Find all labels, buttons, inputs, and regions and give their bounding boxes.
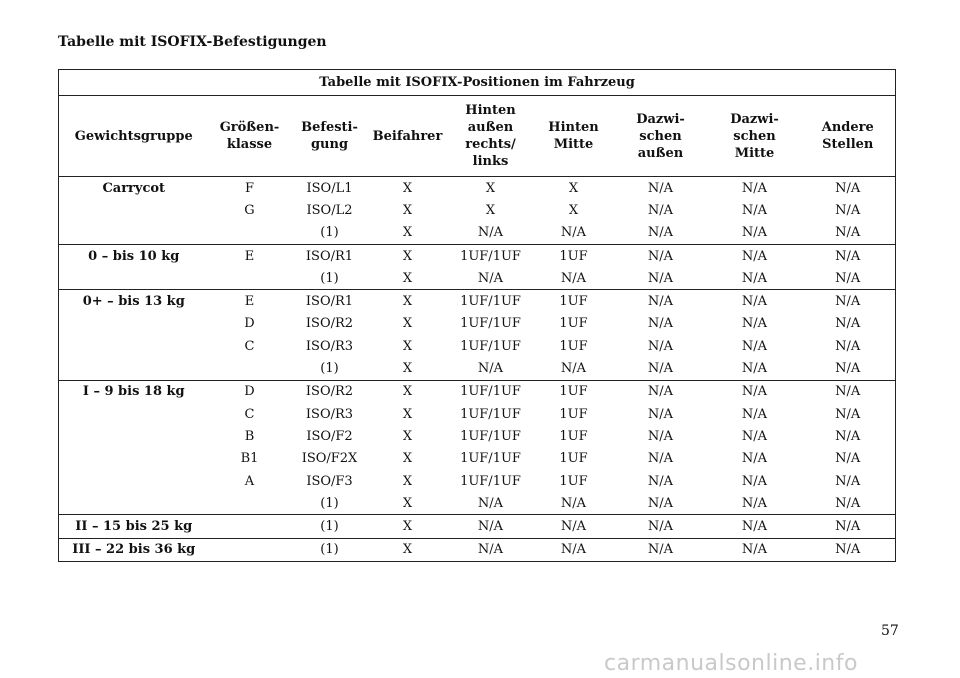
- table-cell: C: [244, 406, 255, 422]
- table-cell: N/A: [709, 290, 801, 313]
- table-cell: N/A: [709, 515, 801, 538]
- table-cell: N/A: [560, 361, 587, 377]
- table-cell: N/A: [741, 428, 768, 444]
- weight-group-cell: [59, 492, 209, 515]
- page-number: 57: [881, 623, 899, 639]
- table-cell: 1UF: [559, 338, 588, 354]
- table-cell: N/A: [801, 222, 896, 245]
- table-cell: N/A: [801, 267, 896, 290]
- table-cell: ISO/L1: [291, 177, 369, 200]
- weight-group-cell: [59, 470, 209, 492]
- table-cell: N/A: [801, 515, 896, 538]
- weight-group-cell: [59, 357, 209, 380]
- table-cell: N/A: [647, 473, 674, 489]
- column-header-row: [59, 96, 896, 177]
- table-cell: N/A: [801, 380, 896, 403]
- table-row: [59, 538, 896, 561]
- table-cell: X: [402, 338, 413, 354]
- table-cell: N/A: [741, 202, 768, 218]
- column-header: Hinten außen rechts/ links: [447, 96, 535, 177]
- table-cell: N/A: [560, 225, 587, 241]
- table-cell: N/A: [741, 451, 768, 467]
- table-cell: E: [209, 290, 291, 313]
- column-header: Gewichtsgruppe: [59, 96, 209, 177]
- table-cell: N/A: [647, 428, 674, 444]
- table-cell: X: [447, 177, 535, 200]
- table-cell: 1UF/1UF: [460, 428, 521, 444]
- table-row: [59, 515, 896, 538]
- column-header: Befesti- gung: [291, 96, 369, 177]
- table-cell: 1UF/1UF: [447, 244, 535, 267]
- table-cell: N/A: [613, 515, 709, 538]
- table-cell: N/A: [801, 357, 896, 380]
- table-title: Tabelle mit ISOFIX-Positionen im Fahrzeug: [59, 70, 896, 96]
- table-row: [59, 403, 896, 425]
- weight-group-cell: 0 – bis 10 kg: [59, 244, 209, 267]
- table-row: [59, 335, 896, 357]
- table-cell: 1UF: [535, 380, 613, 403]
- table-row: [59, 244, 896, 267]
- weight-group-cell: [59, 448, 209, 470]
- column-header: Größen- klasse: [209, 96, 291, 177]
- watermark: carmanualsonline.info: [604, 651, 858, 676]
- column-header: Dazwi- schen außen: [613, 96, 709, 177]
- table-row: [59, 470, 896, 492]
- table-cell: X: [402, 406, 413, 422]
- table-cell: N/A: [647, 406, 674, 422]
- table-cell: ISO/R3: [305, 406, 354, 422]
- table-cell: X: [402, 495, 413, 511]
- table-cell: N/A: [741, 338, 768, 354]
- table-body: [59, 177, 896, 562]
- table-cell: N/A: [647, 495, 674, 511]
- table-cell: ISO/R2: [291, 380, 369, 403]
- table-cell: N/A: [801, 425, 896, 447]
- table-cell: E: [209, 244, 291, 267]
- table-cell: ISO/F2: [306, 428, 353, 444]
- table-cell: 1UF/1UF: [460, 451, 521, 467]
- table-cell: [209, 267, 291, 290]
- table-cell: X: [402, 270, 413, 286]
- isofix-table: [58, 69, 896, 562]
- table-cell: N/A: [709, 380, 801, 403]
- page-heading: Tabelle mit ISOFIX-Befestigungen: [58, 34, 327, 50]
- table-cell: N/A: [535, 515, 613, 538]
- table-cell: B: [244, 428, 255, 444]
- table-cell: X: [568, 202, 579, 218]
- weight-group-cell: [59, 403, 209, 425]
- table-cell: [209, 357, 291, 380]
- table-cell: N/A: [801, 290, 896, 313]
- table-cell: N/A: [647, 361, 674, 377]
- table-cell: [209, 492, 291, 515]
- table-cell: N/A: [741, 270, 768, 286]
- table-cell: N/A: [801, 335, 896, 357]
- weight-group-cell: [59, 267, 209, 290]
- table-cell: ISO/R3: [305, 338, 354, 354]
- table-cell: (1): [320, 270, 339, 286]
- table-cell: N/A: [709, 538, 801, 561]
- table-cell: N/A: [560, 270, 587, 286]
- table-cell: B1: [240, 451, 259, 467]
- table-cell: N/A: [477, 495, 504, 511]
- table-cell: X: [402, 451, 413, 467]
- table-cell: 1UF: [559, 451, 588, 467]
- table-cell: N/A: [801, 492, 896, 515]
- table-cell: 1UF: [559, 406, 588, 422]
- weight-group-cell: [59, 335, 209, 357]
- weight-group-cell: [59, 199, 209, 221]
- table-cell: X: [402, 316, 413, 332]
- table-cell: N/A: [535, 538, 613, 561]
- table-cell: ISO/R1: [291, 244, 369, 267]
- table-cell: N/A: [709, 244, 801, 267]
- table-cell: N/A: [741, 225, 768, 241]
- table-cell: X: [369, 515, 447, 538]
- weight-group-cell: 0+ – bis 13 kg: [59, 290, 209, 313]
- table-cell: N/A: [741, 361, 768, 377]
- table-cell: ISO/R2: [305, 316, 354, 332]
- table-row: [59, 492, 896, 515]
- table-cell: [209, 515, 291, 538]
- table-row: [59, 425, 896, 447]
- table-cell: G: [244, 202, 255, 218]
- column-header: Andere Stellen: [801, 96, 896, 177]
- table-cell: N/A: [613, 290, 709, 313]
- table-cell: N/A: [647, 225, 674, 241]
- table-cell: N/A: [801, 470, 896, 492]
- table-cell: 1UF: [559, 473, 588, 489]
- column-header: Beifahrer: [369, 96, 447, 177]
- table-row: [59, 199, 896, 221]
- table-cell: N/A: [613, 177, 709, 200]
- table-cell: (1): [291, 515, 369, 538]
- table-cell: N/A: [647, 338, 674, 354]
- table-cell: 1UF/1UF: [447, 380, 535, 403]
- weight-group-cell: I – 9 bis 18 kg: [59, 380, 209, 403]
- weight-group-cell: III – 22 bis 36 kg: [59, 538, 209, 561]
- table-cell: X: [402, 473, 413, 489]
- table-row: [59, 380, 896, 403]
- table-row: [59, 313, 896, 335]
- table-cell: X: [369, 538, 447, 561]
- table-cell: X: [485, 202, 496, 218]
- table-cell: N/A: [801, 177, 896, 200]
- table-cell: X: [402, 202, 413, 218]
- table-cell: X: [369, 244, 447, 267]
- table-cell: 1UF/1UF: [447, 290, 535, 313]
- weight-group-cell: Carrycot: [59, 177, 209, 200]
- table-cell: X: [369, 177, 447, 200]
- table-cell: 1UF/1UF: [460, 316, 521, 332]
- table-cell: N/A: [477, 361, 504, 377]
- table-cell: N/A: [801, 403, 896, 425]
- table-cell: N/A: [447, 538, 535, 561]
- table-cell: (1): [291, 538, 369, 561]
- table-row: [59, 177, 896, 200]
- table-cell: N/A: [741, 406, 768, 422]
- column-header: Dazwi- schen Mitte: [709, 96, 801, 177]
- table-row: [59, 290, 896, 313]
- weight-group-cell: [59, 313, 209, 335]
- table-cell: D: [209, 380, 291, 403]
- table-cell: N/A: [477, 225, 504, 241]
- table-cell: X: [402, 361, 413, 377]
- table-cell: N/A: [647, 451, 674, 467]
- table-cell: A: [244, 473, 255, 489]
- table-cell: X: [402, 428, 413, 444]
- table-cell: ISO/F3: [306, 473, 353, 489]
- table-cell: 1UF: [559, 428, 588, 444]
- table-cell: ISO/F2X: [301, 451, 358, 467]
- table-cell: X: [535, 177, 613, 200]
- table-row: [59, 357, 896, 380]
- table-cell: N/A: [477, 270, 504, 286]
- table-cell: N/A: [613, 538, 709, 561]
- table-cell: F: [209, 177, 291, 200]
- table-cell: N/A: [447, 515, 535, 538]
- table-cell: D: [244, 316, 255, 332]
- table-cell: X: [369, 380, 447, 403]
- table-cell: N/A: [647, 270, 674, 286]
- table-row: [59, 448, 896, 470]
- table-cell: 1UF/1UF: [460, 338, 521, 354]
- weight-group-cell: [59, 425, 209, 447]
- table-cell: 1UF: [559, 316, 588, 332]
- table-cell: [209, 538, 291, 561]
- table-cell: ISO/L2: [306, 202, 353, 218]
- weight-group-cell: II – 15 bis 25 kg: [59, 515, 209, 538]
- table-cell: N/A: [613, 244, 709, 267]
- table-cell: N/A: [741, 316, 768, 332]
- table-cell: (1): [320, 225, 339, 241]
- table-cell: N/A: [801, 538, 896, 561]
- table-cell: N/A: [801, 244, 896, 267]
- table-cell: C: [244, 338, 255, 354]
- table-cell: [209, 222, 291, 245]
- table-cell: X: [402, 225, 413, 241]
- table-cell: 1UF: [535, 290, 613, 313]
- table-cell: 1UF/1UF: [460, 406, 521, 422]
- table-cell: ISO/R1: [291, 290, 369, 313]
- table-cell: (1): [320, 495, 339, 511]
- table-row: [59, 267, 896, 290]
- table-row: [59, 222, 896, 245]
- table-cell: N/A: [647, 316, 674, 332]
- table-cell: N/A: [647, 202, 674, 218]
- table-cell: 1UF: [535, 244, 613, 267]
- table-cell: X: [369, 290, 447, 313]
- table-cell: (1): [320, 361, 339, 377]
- table-cell: N/A: [560, 495, 587, 511]
- table-cell: N/A: [801, 199, 896, 221]
- weight-group-cell: [59, 222, 209, 245]
- table-cell: N/A: [741, 473, 768, 489]
- table-cell: N/A: [741, 495, 768, 511]
- table-cell: N/A: [709, 177, 801, 200]
- table-cell: N/A: [613, 380, 709, 403]
- table-cell: N/A: [801, 448, 896, 470]
- table-cell: N/A: [801, 313, 896, 335]
- table-cell: 1UF/1UF: [460, 473, 521, 489]
- column-header: Hinten Mitte: [535, 96, 613, 177]
